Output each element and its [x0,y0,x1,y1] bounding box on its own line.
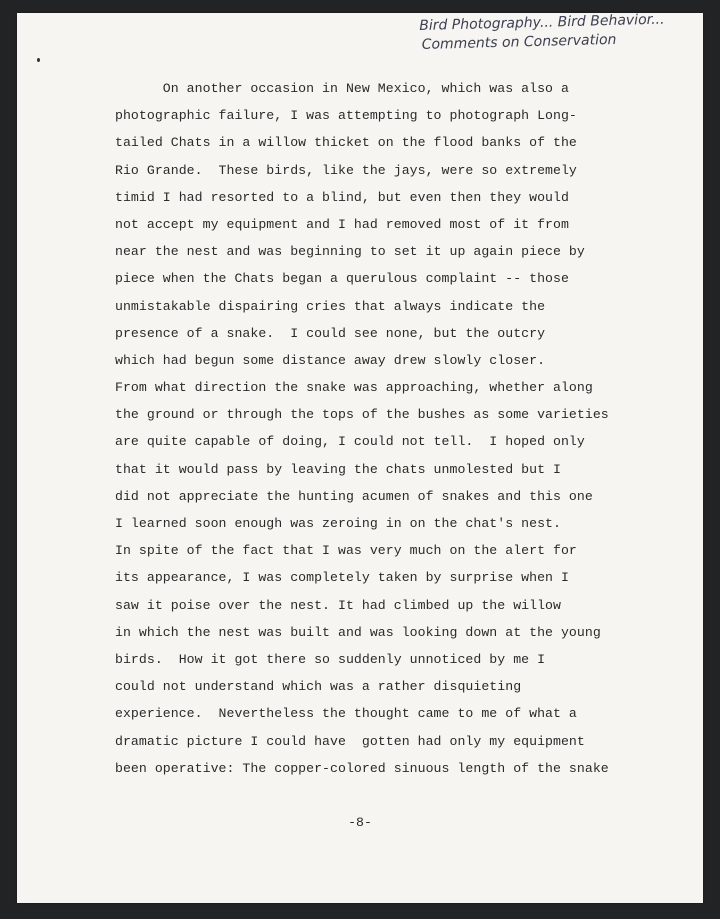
text-line: unmistakable dispairing cries that always indicate the [115,298,546,314]
text-line: presence of a snake. I could see none, but the outcry [115,325,546,341]
text-line: I learned soon enough was zeroing in on the chat's nest. [115,516,561,531]
ink-speck [37,58,40,62]
text-line: birds. How it got there so suddenly unnoticed by me I [115,651,546,667]
text-line: did not appreciate the hunting acumen of snakes and this one [115,488,593,504]
body-text [115,75,675,782]
text-line: saw it poise over the nest. It had climbed up the willow [115,597,561,613]
text-line: which had begun some distance away drew slowly closer. [115,352,546,368]
text-line: Rio Grande. These birds, like the jays, were so extremely [115,162,577,178]
annotation-line: Comments on Conservation [421,31,617,53]
text-line: In spite of the fact that I was very much on the alert for [115,543,577,559]
text-line: On another occasion in New Mexico, which was also a [115,81,569,96]
page-number: -8- [348,815,372,830]
text-line: piece when the Chats began a querulous complaint -- those [115,271,569,287]
document-page [17,13,703,903]
annotation-line: Bird Photography... Bird Behavior... [419,11,665,34]
text-line: are quite capable of doing, I could not tell. I hoped only [115,434,585,450]
handwritten-annotation [419,10,700,55]
text-line: From what direction the snake was approaching, whether along [115,380,593,396]
text-line: not accept my equipment and I had removed most of it from [115,216,569,232]
text-line: that it would pass by leaving the chats unmolested but I [115,461,561,477]
text-line: its appearance, I was completely taken by surprise when I [115,570,569,586]
text-line: could not understand which was a rather disquieting [115,679,522,695]
text-line: in which the nest was built and was looking down at the young [115,624,601,640]
text-line: tailed Chats in a willow thicket on the flood banks of the [115,135,577,151]
text-line: dramatic picture I could have gotten had only my equipment [115,733,585,749]
text-line: the ground or through the tops of the bushes as some varieties [115,407,609,423]
text-line: near the nest and was beginning to set it up again piece by [115,244,585,260]
text-line: timid I had resorted to a blind, but even then they would [115,189,569,205]
text-line: experience. Nevertheless the thought came to me of what a [115,706,577,722]
text-line: been operative: The copper-colored sinuous length of the snake [115,760,609,776]
text-line: photographic failure, I was attempting to photograph Long- [115,108,577,124]
